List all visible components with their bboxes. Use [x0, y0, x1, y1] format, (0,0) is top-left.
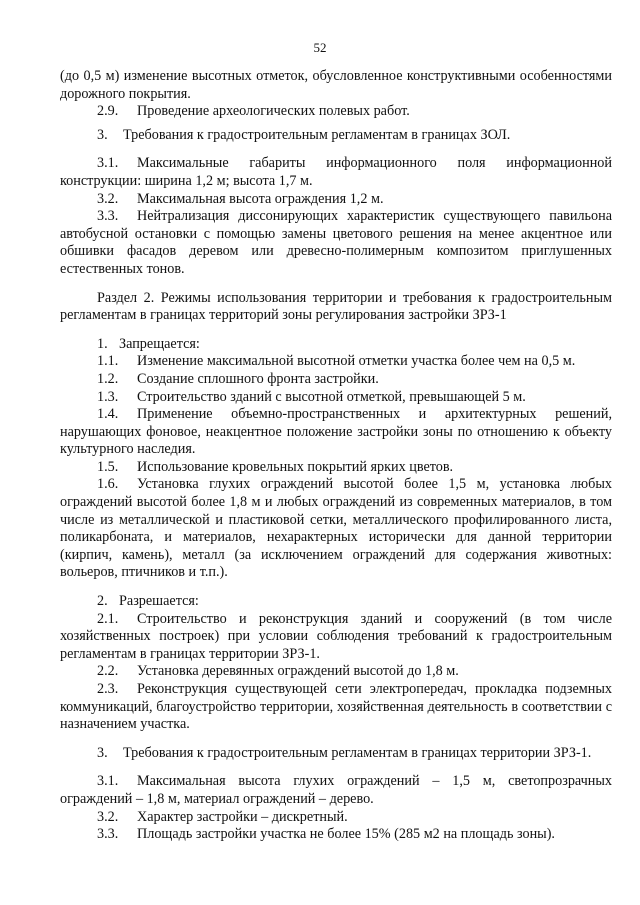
list-item-1-1: 1.1. Изменение максимальной высотной отметки участка более чем на 0,5 м. — [97, 353, 576, 370]
list-item-3-3-zrz: 3.3. Площадь застройки участка не более 15% (285 м2 на площадь зоны). — [97, 826, 555, 843]
list-item-1-6: 1.6. Установка глухих ограждений высотой более 1,5 м, установка любых ограждений высотой более 1,8 м и любых ограждений из современных материалов, в том числе из металлической и пластиковой сетки, металлического профилированного листа, поликарбоната, и материалов, нехарактерных исторически для данной территории (кирпич, камень), металл (за исключением ограждений для содержания животных: вольеров, птичников и т.п.). — [60, 476, 612, 581]
list-item-2-1: 2.1. Строительство и реконструкция зданий и сооружений (в том числе хозяйственных построек) при условии соблюдения требований к градостроительным регламентам в границах территории ЗРЗ-1. — [60, 610, 612, 662]
section-heading-zrz1-requirements: 3. Требования к градостроительным регламентам в границах территории ЗРЗ-1. — [97, 744, 592, 761]
list-item-1-2: 1.2. Создание сплошного фронта застройки. — [97, 370, 379, 387]
document-body — [60, 68, 612, 844]
list-item-2-9: 2.9. Проведение археологических полевых работ. — [97, 103, 410, 120]
list-item-3-2-zrz: 3.2. Характер застройки – дискретный. — [97, 808, 348, 825]
permitted-heading: 2. Разрешается: — [97, 593, 199, 610]
list-item-2-3: 2.3. Реконструкция существующей сети электропередач, прокладка подземных коммуникаций, благоустройство территории, хозяйственная деятельность в соответствии с назначением участка. — [60, 681, 612, 733]
list-item-1-3: 1.3. Строительство зданий с высотной отметкой, превышающей 5 м. — [97, 388, 526, 405]
prohibited-heading: 1. Запрещается: — [97, 335, 200, 352]
list-item-1-5: 1.5. Использование кровельных покрытий ярких цветов. — [97, 458, 454, 475]
paragraph-continuation: (до 0,5 м) изменение высотных отметок, обусловленное конструктивными особенностями дорожного покрытия. — [60, 68, 612, 102]
section-heading-zol-requirements: 3. Требования к градостроительным регламентам в границах ЗОЛ. — [97, 126, 511, 143]
list-item-3-2: 3.2. Максимальная высота ограждения 1,2 м. — [97, 190, 384, 207]
list-item-3-1-zrz: 3.1. Максимальная высота глухих ограждений – 1,5 м, светопрозрачных ограждений – 1,8 м, материал ограждений – дерево. — [60, 773, 612, 807]
list-item-2-2: 2.2. Установка деревянных ограждений высотой до 1,8 м. — [97, 663, 459, 680]
section-2-heading: Раздел 2. Режимы использования территории и требования к градостроительным регламентам в границах территорий зоны регулирования застройки ЗРЗ-1 — [60, 289, 612, 324]
list-item-1-4: 1.4. Применение объемно-пространственных и архитектурных решений, нарушающих фоновое, неакцентное положение застройки зоны по отношению к объекту культурного наследия. — [60, 406, 612, 458]
list-item-3-3: 3.3. Нейтрализация диссонирующих характеристик существующего павильона автобусной остановки с помощью замены цветового решения на менее акцентное или обшивки фасадов деревом или древесно-полимерным композитом приглушенных естественных тонов. — [60, 208, 612, 277]
page-number: 52 — [313, 40, 327, 55]
list-item-3-1: 3.1. Максимальные габариты информационного поля информационной конструкции: ширина 1,2 м; высота 1,7 м. — [60, 155, 612, 189]
